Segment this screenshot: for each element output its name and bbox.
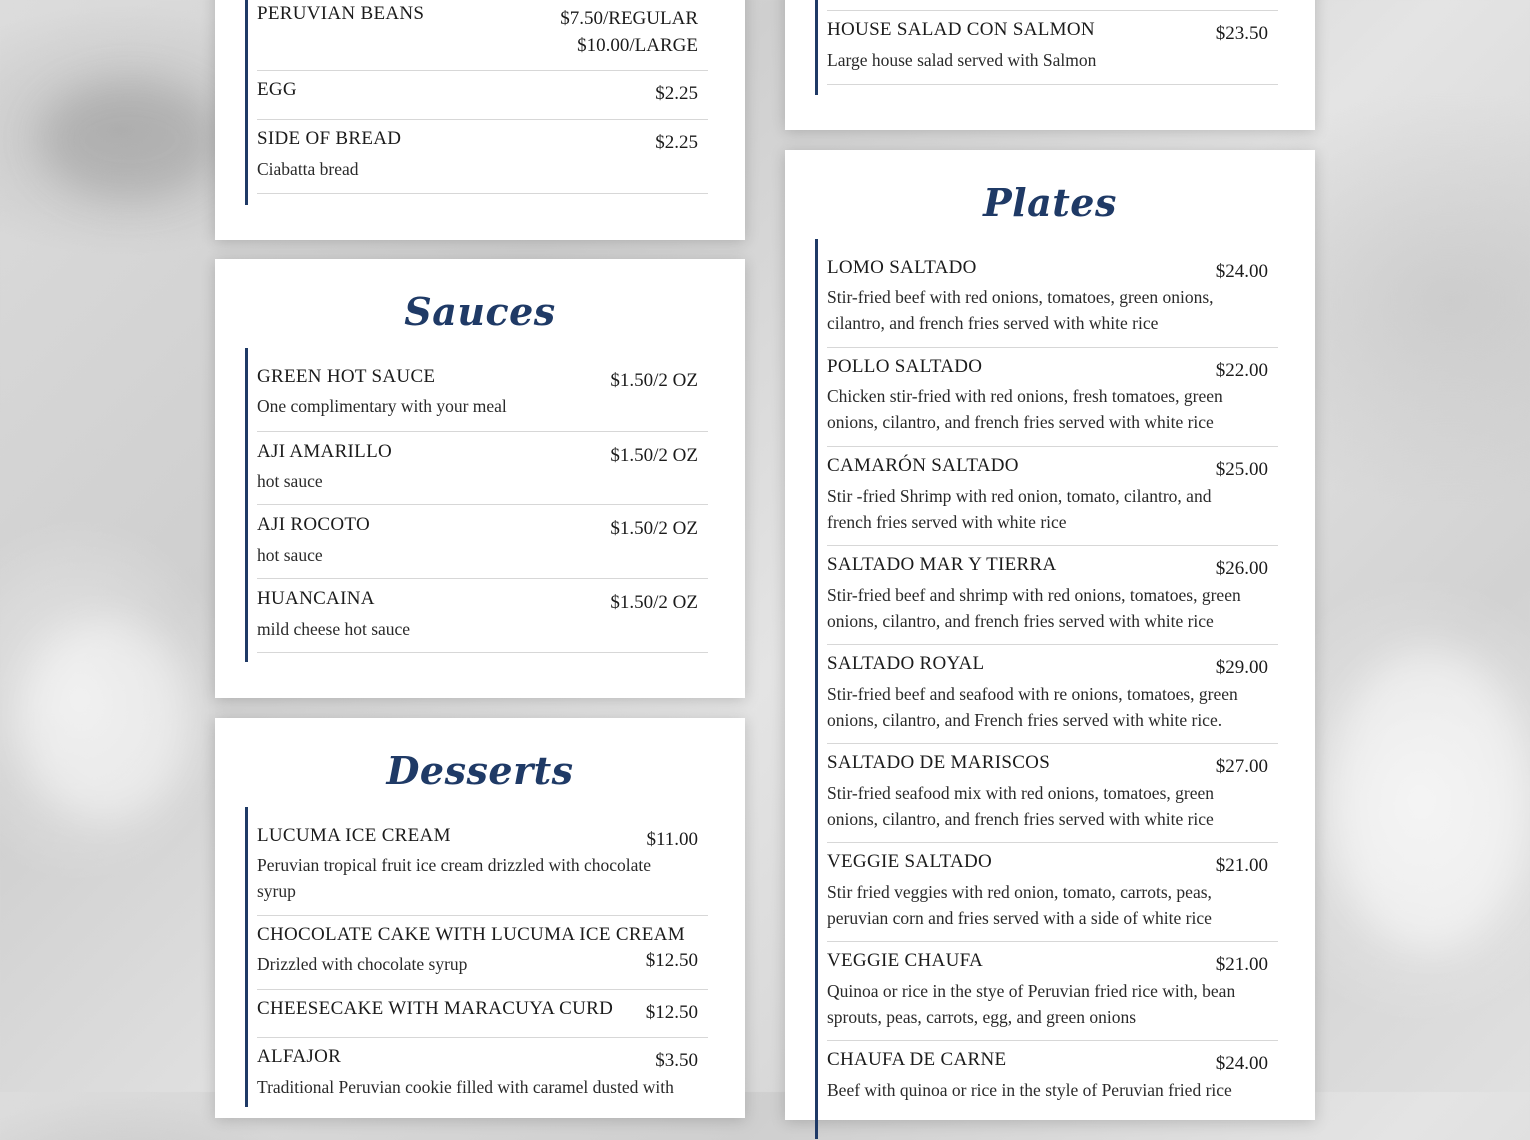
item-name: LOMO SALTADO [827, 257, 977, 278]
item-name: CHEESECAKE WITH MARACUYA CURD [257, 998, 614, 1019]
menu-item [257, 505, 708, 579]
item-name: AJI AMARILLO [257, 441, 393, 462]
item-name: VEGGIE CHAUFA [827, 950, 984, 971]
item-price: $3.50 [655, 1050, 698, 1071]
section-title: Plates [983, 180, 1117, 225]
menu-item [257, 579, 708, 653]
item-description: Drizzled with chocolate syrup [257, 954, 468, 974]
salads-card [785, 0, 1315, 130]
desserts-card [215, 718, 745, 1118]
item-price: $24.00 [1215, 1053, 1268, 1074]
item-name: AJI ROCOTO [257, 514, 370, 535]
item-description: One complimentary with your meal [257, 396, 507, 416]
item-name: EGG [257, 79, 297, 100]
menu-item [827, 11, 1278, 85]
item-name: SALTADO MAR Y TIERRA [827, 554, 1057, 575]
item-name: HUANCAINA [257, 588, 375, 609]
item-description: Chicken stir-fried with red onions, fresh tomatoes, green onions, cilantro, and french fries served with white rice [827, 386, 1223, 432]
item-price: $11.00 [646, 829, 698, 850]
sides-card [215, 0, 745, 240]
item-name: POLLO SALTADO [827, 356, 983, 377]
item-name: SALTADO DE MARISCOS [827, 752, 1051, 773]
item-name: PERUVIAN BEANS [257, 3, 425, 24]
item-description: Stir-fried seafood mix with red onions, tomatoes, green onions, cilantro, and french fries served with white rice [827, 783, 1214, 829]
salads-item-list [815, 0, 1278, 95]
item-price: $26.00 [1215, 558, 1268, 579]
item-description: Stir-fried beef and shrimp with red onions, tomatoes, green onions, cilantro, and french fries served with white rice [827, 585, 1241, 631]
item-divider [827, 0, 1278, 11]
item-name: VEGGIE SALTADO [827, 851, 993, 872]
item-name: CHOCOLATE CAKE WITH LUCUMA ICE CREAM [257, 924, 685, 945]
sauces-item-list [245, 348, 708, 662]
item-description: hot sauce [257, 545, 323, 565]
item-price: $12.50 [645, 950, 698, 971]
sides-item-list [245, 0, 708, 205]
item-price-regular: $7.50/REGULAR [560, 8, 698, 29]
item-price: $1.50/2 OZ [610, 592, 698, 613]
item-name: CAMARÓN SALTADO [827, 455, 1019, 476]
item-name: CHAUFA DE CARNE [827, 1049, 1007, 1070]
item-name: SALTADO ROYAL [827, 653, 985, 674]
section-title: Sauces [404, 289, 556, 334]
item-price: $21.00 [1215, 954, 1268, 975]
item-price: $12.50 [645, 1002, 698, 1023]
item-price: $1.50/2 OZ [610, 445, 698, 466]
item-name: LUCUMA ICE CREAM [257, 825, 451, 846]
item-price: $29.00 [1215, 657, 1268, 678]
menu-item [827, 843, 1278, 942]
item-description: Stir-fried beef and seafood with re onions, tomatoes, green onions, cilantro, and French fries served with white rice. [827, 684, 1238, 730]
item-price: $25.00 [1215, 459, 1268, 480]
menu-item [827, 447, 1278, 546]
item-description: Stir fried veggies with red onion, tomato, carrots, peas, peruvian corn and fries served with a side of white rice [827, 882, 1212, 928]
plates-item-list [815, 239, 1278, 1139]
menu-item [257, 0, 708, 71]
desserts-item-list [245, 807, 708, 1107]
section-title: Desserts [386, 748, 574, 793]
menu-item [257, 807, 708, 916]
item-name: GREEN HOT SAUCE [257, 366, 436, 387]
background-shadow [40, 80, 220, 200]
menu-item [257, 916, 708, 990]
menu-item [257, 120, 708, 194]
menu-item [257, 432, 708, 505]
item-price: $2.25 [655, 132, 698, 153]
item-name: SIDE OF BREAD [257, 128, 402, 149]
item-description: Peruvian tropical fruit ice cream drizzled with chocolate syrup [257, 855, 652, 901]
menu-item [827, 744, 1278, 843]
item-description: Stir -fried Shrimp with red onion, tomato, cilantro, and french fries served with white rice [827, 486, 1212, 532]
menu-item [257, 348, 708, 432]
menu-item [257, 1038, 708, 1112]
item-description: Ciabatta bread [257, 159, 359, 179]
background-highlight [20, 620, 190, 820]
item-description: Quinoa or rice in the stye of Peruvian fried rice with, bean sprouts, peas, carrots, egg, and green onions [827, 981, 1236, 1027]
item-price: $21.00 [1215, 855, 1268, 876]
item-price: $27.00 [1215, 756, 1268, 777]
menu-item [827, 348, 1278, 447]
item-description: hot sauce [257, 471, 323, 491]
item-price-large: $10.00/LARGE [577, 35, 698, 56]
item-description: Large house salad served with Salmon [827, 50, 1097, 70]
menu-item [827, 645, 1278, 744]
plates-card [785, 150, 1315, 1120]
menu-item [827, 1041, 1278, 1140]
item-description: Traditional Peruvian cookie filled with caramel dusted with [257, 1077, 674, 1097]
item-name: HOUSE SALAD CON SALMON [827, 19, 1095, 40]
item-description: Beef with quinoa or rice in the style of Peruvian fried rice [827, 1080, 1232, 1100]
item-price: $23.50 [1215, 23, 1268, 44]
sauces-card [215, 259, 745, 698]
menu-item [827, 239, 1278, 348]
menu-item [827, 546, 1278, 645]
item-price: $22.00 [1215, 360, 1268, 381]
item-price: $2.25 [655, 83, 698, 104]
menu-item [257, 71, 708, 120]
menu-item [827, 942, 1278, 1041]
item-description: Stir-fried beef with red onions, tomatoes, green onions, cilantro, and french fries served with white rice [827, 287, 1214, 333]
item-price: $1.50/2 OZ [610, 370, 698, 391]
item-description: mild cheese hot sauce [257, 619, 411, 639]
background-highlight [1330, 650, 1530, 950]
item-price: $24.00 [1215, 261, 1268, 282]
item-price: $1.50/2 OZ [610, 518, 698, 539]
item-name: ALFAJOR [257, 1046, 342, 1067]
item-price [560, 5, 698, 59]
menu-item [257, 990, 708, 1038]
